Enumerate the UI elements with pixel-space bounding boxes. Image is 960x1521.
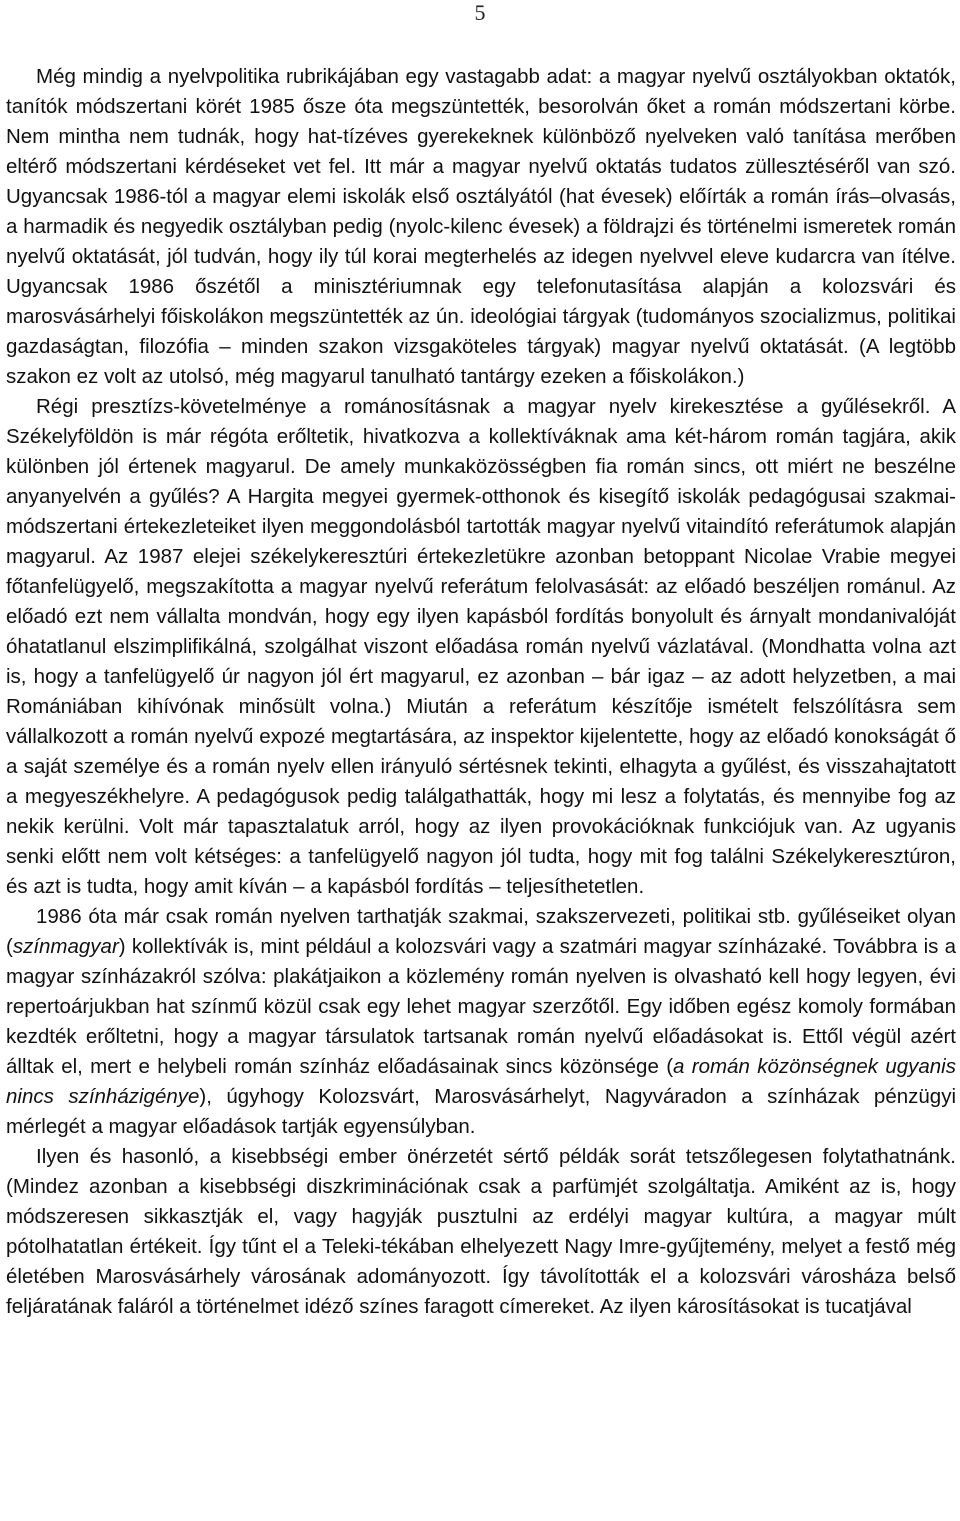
text-segment: Ilyen és hasonló, a kisebbségi ember önérzetét sértő példák sorát tetszőlegesen folytathatnánk. (Mindez azonban a kisebbségi diszkriminációnak csak a parfümjét szolgáltatja. Amiként az is, hogy módszeresen sikkasztják el, vagy hagyják pusztulni az erdélyi magyar kultúra, a magyar múlt pótolhatatlan értékeit. Így tűnt el a Teleki-tékában elhelyezett Nagy Imre-gyűjtemény, melyet a festő még életében Marosvásárhely városának adományozott. Így távolították el a kolozsvári városháza belső feljáratának faláról a történelmet idéző színes faragott címereket. Az ilyen károsításokat is tucatjával [6, 1145, 956, 1318]
page-number: 5 [474, 0, 486, 25]
text-segment: Még mindig a nyelvpolitika rubrikájában egy vastagabb adat: a magyar nyelvű osztályokban oktatók, tanítók módszertani körét 1985 ősze óta megszüntették, besorolván őket a román módszertani körbe. Nem mintha nem tudnák, hogy hat-tízéves gyerekeknek különböző nyelveken való tanítása merőben eltérő módszertani kérdéseket vet fel. Itt már a magyar nyelvű oktatás tudatos züllesztéséről van szó. Ugyancsak 1986-tól a magyar elemi iskolák első osztályától (hat évesek) előírták a román írás–olvasás, a harmadik és negyedik osztályban pedig (nyolc-kilenc évesek) a földrajzi és történelmi ismeretek román nyelvű oktatását, jól tudván, hogy ily túl korai megterhelés az idegen nyelvvel eleve kudarcra van ítélve. Ugyancsak 1986 őszétől a minisztériumnak egy telefonutasítása alapján a kolozsvári és marosvásárhelyi főiskolákon megszüntették az ún. ideológiai tárgyak (tudományos szocializmus, politikai gazdaságtan, filozófia – minden szakon vizsgaköteles tárgyak) magyar nyelvű oktatását. (A legtöbb szakon ez volt az utolsó, még magyarul tanulható tantárgy ezeken a főiskolákon.) [6, 65, 956, 388]
paragraph [6, 62, 956, 392]
text-segment: 1986 óta már csak román nyelven tarthatják szakmai, szakszervezeti, politikai stb. gyűléseiket olyan ( [6, 905, 956, 958]
text-segment: ) kollektívák is, mint például a kolozsvári vagy a szatmári magyar színházaké. Továbbra is a magyar színházakról szólva: plakátjaikon a közlemény román nyelven is olvasható kell hogy legyen, évi repertoárjukban hat színmű közül csak egy lehet magyar szerzőtől. Egy időben egész komoly formában kezdték erőltetni, hogy a magyar társulatok tartsanak román nyelvű előadásokat is. Ettől végül azért álltak el, mert e helybeli román színház előadásainak sincs közönsége ( [6, 935, 956, 1078]
italic-text: a román közönségnek ugyanis nincs színházigénye [6, 1055, 956, 1108]
paragraph [6, 392, 956, 902]
document-body [6, 62, 956, 1322]
paragraph [6, 902, 956, 1142]
italic-text: színmagyar [12, 935, 119, 958]
text-segment: Régi presztízs-követelménye a románosításnak a magyar nyelv kirekesztése a gyűlésekről. A Székelyföldön is már régóta erőltetik, hivatkozva a kollektíváknak ama két-három román tagjára, akik különben jól értenek magyarul. De amely munkaközösségben fia román sincs, ott miért ne beszélne anyanyelvén a gyűlés? A Hargita megyei gyermek-otthonok és kisegítő iskolák pedagógusai szakmai-módszertani értekezleteiket ilyen meggondolásból tartották magyar nyelvű vitaindító referátumok alapján magyarul. Az 1987 elejei székelykeresztúri értekezletükre azonban betoppant Nicolae Vrabie megyei főtanfelügyelő, megszakította a magyar nyelvű referátum felolvasását: az előadó beszéljen románul. Az előadó ezt nem vállalta mondván, hogy egy ilyen kapásból fordítás bonyolult és árnyalt mondanivalóját óhatatlanul elszimplifikálná, szolgálhat viszont előadása román nyelvű vázlatával. (Mondhatta volna azt is, hogy a tanfelügyelő úr nagyon jól ért magyarul, ez azonban – bár igaz – az adott helyzetben, a mai Romániában kihívónak minősült volna.) Miután a referátum készítője ismételt felszólításra sem vállalkozott a román nyelvű expozé megtartására, az inspektor kijelentette, hogy az előadó konokságát ő a saját személye és a román nyelv ellen irányuló sértésnek tekinti, elhagyta a gyűlést, és visszahajtatott a megyeszékhelyre. A pedagógusok pedig találgathatták, hogy mi lesz a folytatás, és mennyibe fog az nekik kerülni. Volt már tapasztalatuk arról, hogy az ilyen provokációknak funkciójuk van. Az ugyanis senki előtt nem volt kétséges: a tanfelügyelő nagyon jól tudta, hogy mit fog találni Székelykeresztúron, és azt is tudta, hogy amit kíván – a kapásból fordítás – teljesíthetetlen. [6, 395, 956, 898]
text-segment: ), úgyhogy Kolozsvárt, Marosvásárhelyt, Nagyváradon a színházak pénzügyi mérlegét a magyar előadások tartják egyensúlyban. [6, 1085, 956, 1138]
paragraph [6, 1142, 956, 1322]
